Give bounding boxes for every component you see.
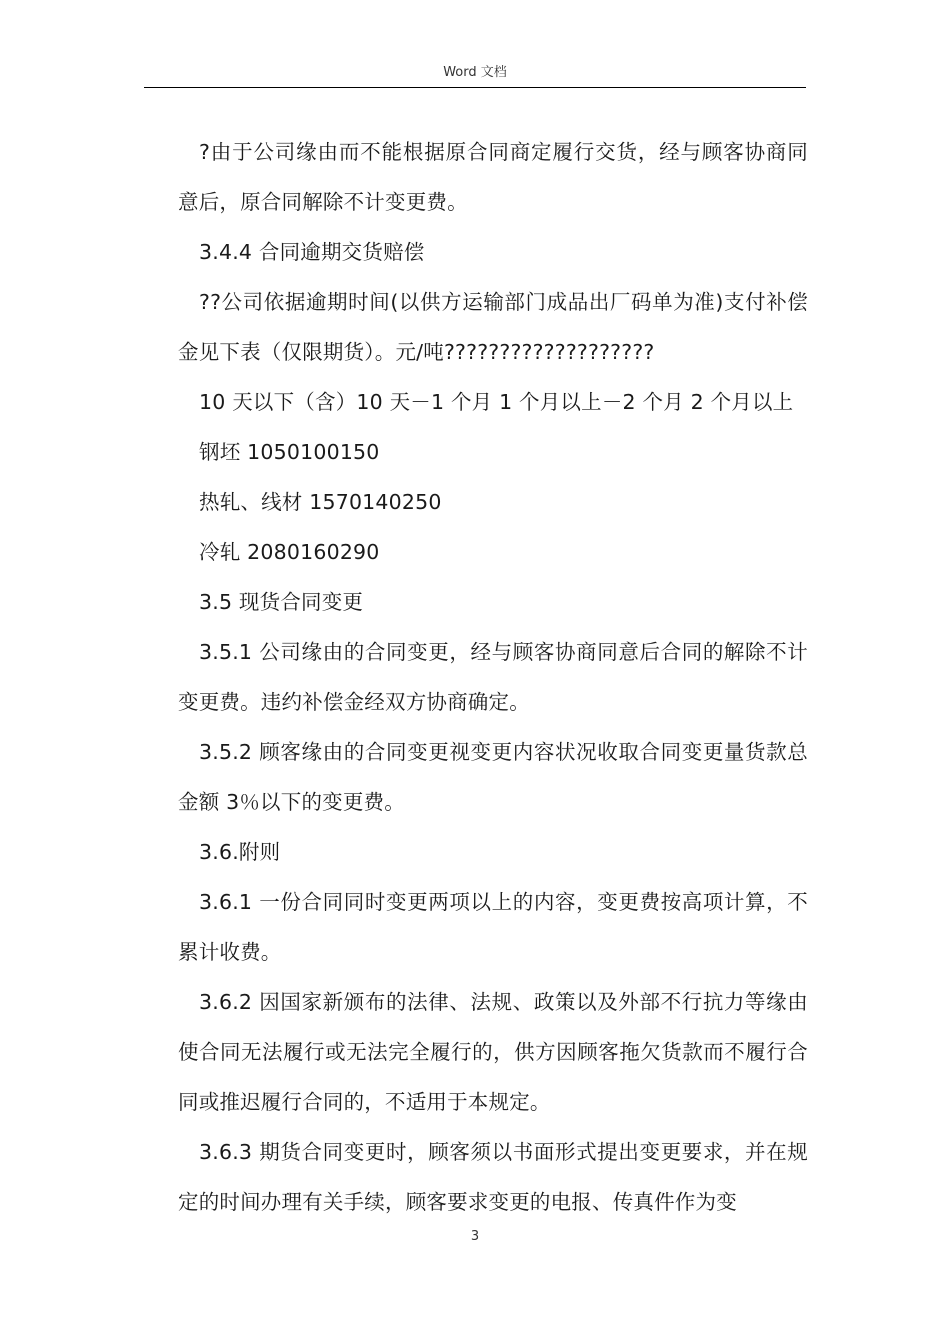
page-header: Word 文档 [443,65,507,80]
paragraph: ??公司依据逾期时间(以供方运输部门成品出厂码单为准)支付补偿金见下表（仅限期货）。元/吨??????????????????? [178,290,808,364]
page-number: 3 [470,1229,480,1244]
table-header-row: 10 天以下（含）10 天－1 个月 1 个月以上－2 个月 2 个月以上 [199,390,794,414]
header-divider [144,87,806,88]
document-body [178,127,808,1227]
table-row: 冷轧 2080160290 [199,540,380,564]
paragraph: 3.6.2 因国家新颁布的法律、法规、政策以及外部不行抗力等缘由使合同无法履行或无法完全履行的，供方因顾客拖欠货款而不履行合同或推迟履行合同的，不适用于本规定。 [178,990,808,1114]
paragraph: 3.5.1 公司缘由的合同变更，经与顾客协商同意后合同的解除不计变更费。违约补偿金经双方协商确定。 [178,640,808,714]
paragraph: 3.5.2 顾客缘由的合同变更视变更内容状况收取合同变更量货款总金额 3％以下的变更费。 [178,740,808,814]
table-row: 热轧、线材 1570140250 [199,490,442,514]
paragraph: 3.6.3 期货合同变更时，顾客须以书面形式提出变更要求，并在规定的时间办理有关手续，顾客要求变更的电报、传真件作为变 [178,1140,808,1214]
paragraph: ?由于公司缘由而不能根据原合同商定履行交货，经与顾客协商同意后，原合同解除不计变更费。 [178,140,808,214]
section-heading: 3.6.附则 [199,840,281,864]
section-heading: 3.4.4 合同逾期交货赔偿 [199,240,425,264]
table-row: 钢坯 1050100150 [199,440,380,464]
section-heading: 3.5 现货合同变更 [199,590,364,614]
paragraph: 3.6.1 一份合同同时变更两项以上的内容，变更费按高项计算，不累计收费。 [178,890,808,964]
